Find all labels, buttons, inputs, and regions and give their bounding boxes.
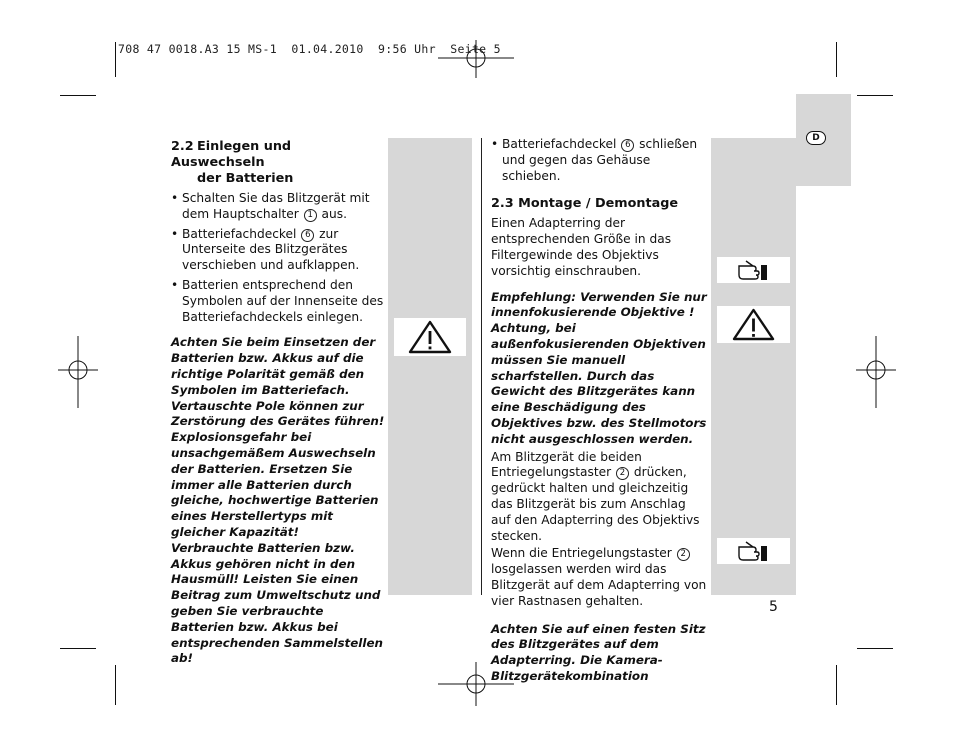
crop-mark <box>857 648 893 649</box>
bullet-list <box>491 137 707 184</box>
callout-number: 6 <box>621 139 634 152</box>
release-instruction: Wenn die Entriegelungstaster 2 losgelassen werden wird das Blitzgerät auf dem Adapterring von vier Rastnasen gehalten. <box>491 546 707 608</box>
section-number: 2.2 <box>171 139 194 154</box>
page-number: 5 <box>769 599 778 615</box>
secure-fit-note: Achten Sie auf einen festen Sitz des Blitzgerätes auf dem Adapterring. Die Kamera-Blitzgerätekombination <box>491 621 706 683</box>
warning-icon-box <box>394 318 466 356</box>
note-icon-box <box>717 257 790 283</box>
crop-mark <box>60 648 96 649</box>
callout-number: 1 <box>304 209 317 222</box>
warning-icon-box <box>717 306 790 343</box>
crop-mark <box>60 95 96 96</box>
column-divider <box>481 138 482 595</box>
warning-triangle-icon <box>394 318 466 356</box>
left-margin-panel <box>388 138 472 595</box>
mounting-instruction: Am Blitzgerät die beiden Entriegelungstaster 2 drücken, gedrückt halten und gleichzeitig das Blitzgerät bis zum Anschlag auf den Adapterring des Objektivs stecken. <box>491 449 700 543</box>
pointing-hand-icon <box>717 257 790 283</box>
bullet-list <box>171 191 385 325</box>
callout-number: 2 <box>616 467 629 480</box>
left-column <box>171 139 385 667</box>
callout-number: 2 <box>677 548 690 561</box>
list-item: • Batterien entsprechend den Symbolen auf der Innenseite des Batteriefachdeckels einlegen. <box>171 278 385 325</box>
section-heading <box>171 139 385 187</box>
crop-mark <box>115 665 116 705</box>
crop-mark <box>836 665 837 705</box>
print-header: 708 47 0018.A3 15 MS-1 01.04.2010 9:56 Uhr Seite 5 <box>118 42 501 56</box>
pointing-hand-icon <box>717 538 790 564</box>
section-title: Einlegen und Auswechseln <box>171 139 292 170</box>
section-title: Montage / Demontage <box>518 196 679 212</box>
note-icon-box <box>717 538 790 564</box>
right-column <box>491 137 707 685</box>
right-margin-panel <box>711 138 796 595</box>
crop-mark <box>857 95 893 96</box>
section-title-continuation: der Batterien <box>197 171 294 186</box>
lens-recommendation: Empfehlung: Verwenden Sie nur innenfokusierende Objektive ! Achtung, bei außenfokusierenden Objektiven müssen Sie manuell scharfstellen. Durch das Gewicht des Blitzgerätes kann eine Beschädigung des Objektives bzw. des Stellmotors nicht ausgeschlossen werden. <box>491 289 707 446</box>
crop-mark <box>836 42 837 77</box>
crop-mark <box>115 42 116 77</box>
language-badge: D <box>806 131 826 145</box>
warning-triangle-icon <box>717 306 790 343</box>
list-item: • Batteriefachdeckel 6 zur Unterseite des Blitzgerätes verschieben und aufklappen. <box>171 227 385 274</box>
list-item: • Batteriefachdeckel 6 schließen und gegen das Gehäuse schieben. <box>491 137 707 184</box>
callout-number: 6 <box>301 229 314 242</box>
mounting-intro: Einen Adapterring der entsprechenden Größe in das Filtergewinde des Objektivs vorsichtig einschrauben. <box>491 216 672 278</box>
list-item: • Schalten Sie das Blitzgerät mit dem Hauptschalter 1 aus. <box>171 191 385 223</box>
section-heading <box>491 196 707 212</box>
registration-mark <box>58 336 98 408</box>
registration-mark <box>856 336 896 408</box>
battery-warning: Achten Sie beim Einsetzen der Batterien bzw. Akkus auf die richtige Polarität gemäß den Symbolen im Batteriefach. Vertauschte Pole können zur Zerstörung des Gerätes führen! Explosionsgefahr bei unsachgemäßem Auswechseln der Batterien. Ersetzen Sie immer alle Batterien durch gleiche, hochwertige Batterien eines Herstellertyps mit gleicher Kapazität! Verbrauchte Batterien bzw. Akkus gehören nicht in den Hausmüll! Leisten Sie einen Beitrag zum Umweltschutz und geben Sie verbrauchte Batterien bzw. Akkus bei entsprechenden Sammelstellen ab! <box>171 335 385 666</box>
section-number: 2.3 <box>491 196 514 212</box>
